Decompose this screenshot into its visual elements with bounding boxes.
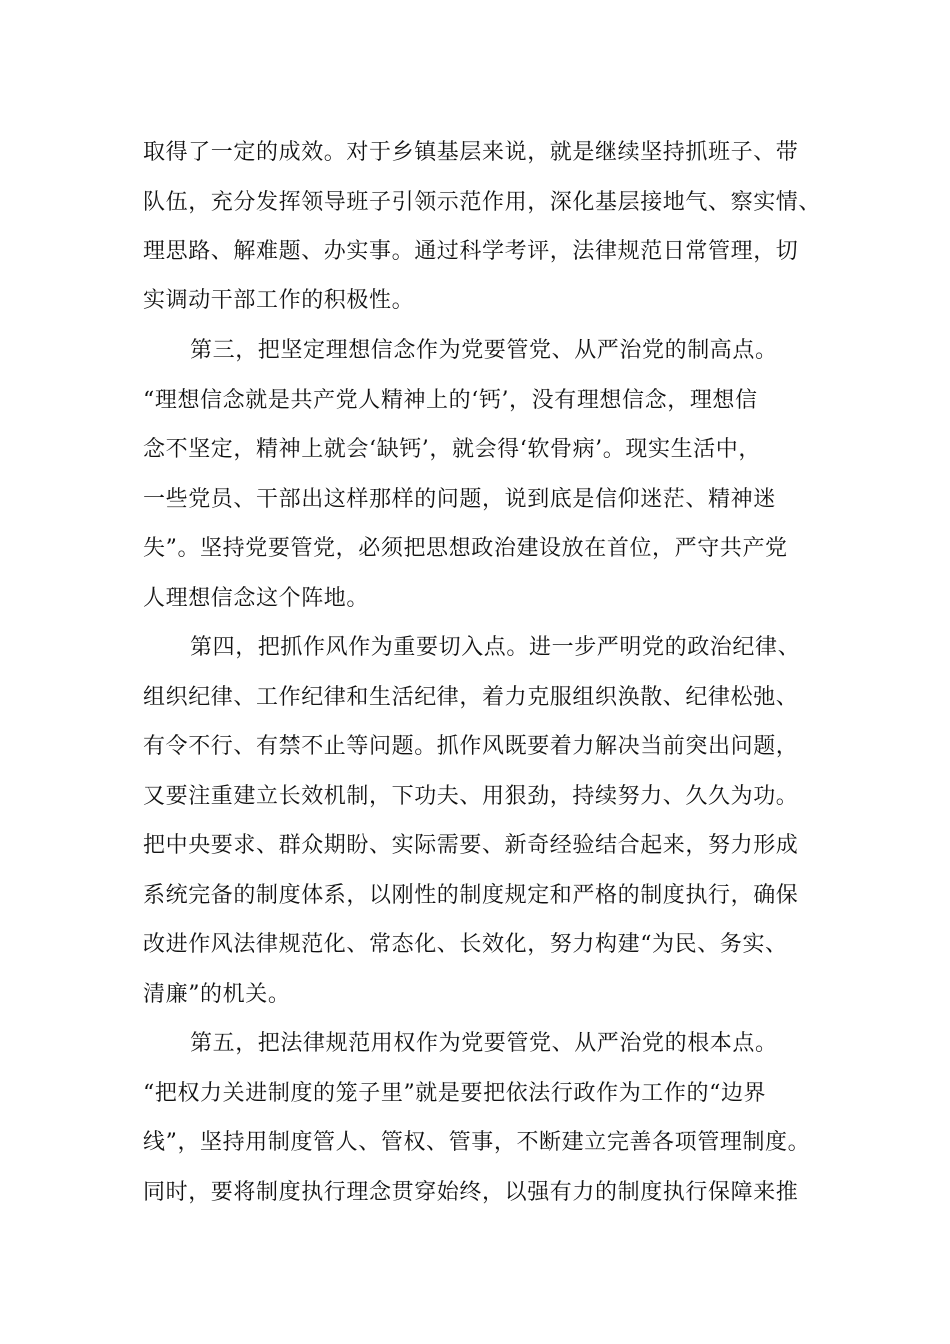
text-line: 把中央要求、群众期盼、实际需要、新奇经验结合起来，努力形成 xyxy=(143,833,799,858)
paragraph-start-line: 第三，把坚定理想信念作为党要管党、从严治党的制高点。 xyxy=(190,338,778,363)
text-line: 系统完备的制度体系，以刚性的制度规定和严格的制度执行，确保 xyxy=(143,883,799,908)
text-line: 念不坚定，精神上就会‘缺钙’，就会得‘软骨病’。现实生活中， xyxy=(143,437,761,462)
text-line: 改进作风法律规范化、常态化、长效化，努力构建“为民、务实、 xyxy=(143,932,788,957)
text-line: 又要注重建立长效机制，下功夫、用狠劲，持续努力、久久为功。 xyxy=(143,784,799,809)
paragraph-start-line: 第五，把法律规范用权作为党要管党、从严治党的根本点。 xyxy=(190,1031,778,1056)
text-line: 有令不行、有禁不止等问题。抓作风既要着力解决当前突出问题， xyxy=(143,734,799,759)
text-line: 清廉”的机关。 xyxy=(143,982,291,1007)
text-line: 失”。坚持党要管党，必须把思想政治建设放在首位，严守共产党 xyxy=(143,536,788,561)
text-line: 队伍，充分发挥领导班子引领示范作用，深化基层接地气、察实情、 xyxy=(143,190,822,215)
text-line: 线”，坚持用制度管人、管权、管事，不断建立完善各项管理制度。 xyxy=(143,1130,811,1155)
text-line: 实调动干部工作的积极性。 xyxy=(143,288,415,313)
text-line: 一些党员、干部出这样那样的问题，说到底是信仰迷茫、精神迷 xyxy=(143,487,776,512)
text-line: 理思路、解难题、办实事。通过科学考评，法律规范日常管理，切 xyxy=(143,239,799,264)
paragraph-start-line: 第四，把抓作风作为重要切入点。进一步严明党的政治纪律、 xyxy=(190,635,801,660)
text-line: “理想信念就是共产党人精神上的‘钙’，没有理想信念，理想信 xyxy=(143,388,758,413)
text-line: 取得了一定的成效。对于乡镇基层来说，就是继续坚持抓班子、带 xyxy=(143,140,799,165)
text-line: “把权力关进制度的笼子里”就是要把依法行政作为工作的“边界 xyxy=(143,1081,767,1106)
text-line: 组织纪律、工作纪律和生活纪律，着力克服组织涣散、纪律松弛、 xyxy=(143,685,799,710)
text-line: 人理想信念这个阵地。 xyxy=(143,586,370,611)
text-line: 同时，要将制度执行理念贯穿始终，以强有力的制度执行保障来推 xyxy=(143,1180,799,1205)
